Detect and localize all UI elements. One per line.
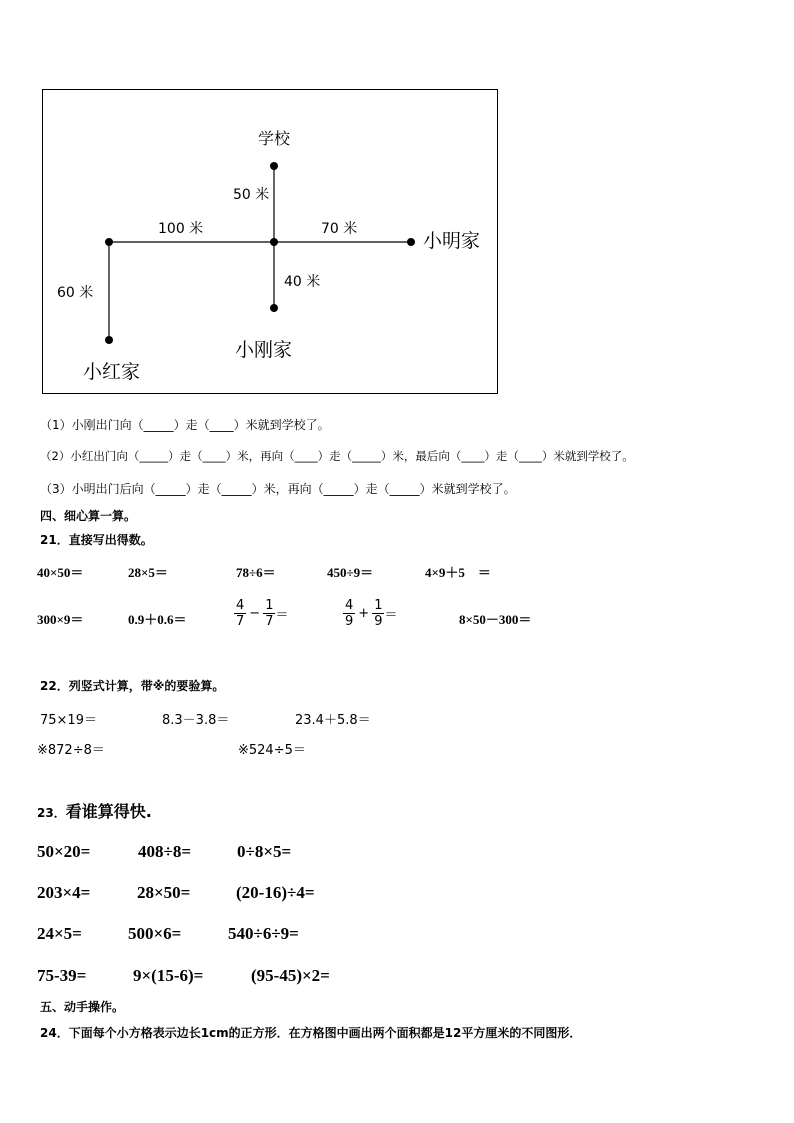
q22-item-4: ※872÷8＝ (37, 743, 105, 758)
numerator: 4 (345, 598, 354, 613)
xiaoming-point (407, 238, 415, 246)
route-map (42, 89, 498, 394)
q23-r2-c3: (20-16)÷4= (236, 883, 315, 902)
q21-item-4: 450÷9＝ (327, 565, 374, 580)
center-point (270, 238, 278, 246)
denominator: 7 (236, 614, 245, 629)
q21-item-6: 300×9＝ (37, 612, 84, 627)
operator: + (358, 606, 370, 621)
q22-item-5: ※524÷5＝ (238, 743, 306, 758)
q23-r3-c1: 24×5= (37, 924, 82, 943)
distance-down: 40 米 (284, 274, 321, 290)
q21-item-2: 28×5＝ (128, 565, 168, 580)
section-5-heading: 五、动手操作。 (40, 1000, 125, 1014)
q21-fraction-add (343, 598, 397, 629)
q23-r4-c1: 75-39= (37, 966, 87, 985)
q23-r2-c2: 28×50= (137, 883, 191, 902)
xiaogang-point (270, 304, 278, 312)
q23-number: 23． (37, 806, 66, 820)
operator: − (249, 606, 261, 621)
q23-r3-c2: 500×6= (128, 924, 182, 943)
denominator: 9 (345, 614, 354, 629)
distance-left: 100 米 (158, 221, 204, 237)
denominator: 9 (374, 614, 383, 629)
q22-item-3: 23.4＋5.8＝ (295, 713, 371, 728)
q22-item-2: 8.3－3.8＝ (162, 713, 230, 728)
left-corner-point (105, 238, 113, 246)
denominator: 7 (265, 614, 274, 629)
q23-r2-c1: 203×4= (37, 883, 91, 902)
q21-item-7: 0.9＋0.6＝ (128, 612, 187, 627)
q21-title: 21．直接写出得数。 (40, 533, 153, 547)
q23-r1-c1: 50×20= (37, 842, 91, 861)
q23-r3-c3: 540÷6÷9= (228, 924, 299, 943)
distance-right: 70 米 (321, 221, 358, 237)
q21-item-3: 78÷6＝ (236, 565, 276, 580)
q21-fraction-subtract (234, 598, 288, 629)
numerator: 1 (265, 598, 274, 613)
distance-school: 50 米 (233, 187, 270, 203)
fraction (234, 598, 246, 629)
q21-item-10: 8×50－300＝ (459, 612, 532, 627)
numerator: 1 (374, 598, 383, 613)
fraction (372, 598, 384, 629)
q23-r1-c2: 408÷8= (138, 842, 192, 861)
q21-item-1: 40×50＝ (37, 565, 84, 580)
q21-item-5: 4×9＋5 ＝ (425, 565, 491, 580)
q22-item-1: 75×19＝ (40, 713, 97, 728)
xiaohong-point (105, 336, 113, 344)
distance-hong: 60 米 (57, 285, 94, 301)
equals-sign: ＝ (384, 608, 398, 623)
q23-r1-c3: 0÷8×5= (237, 842, 292, 861)
school-label: 学校 (258, 129, 291, 148)
equals-sign: ＝ (275, 608, 289, 623)
fraction (343, 598, 355, 629)
q24-text: 24．下面每个小方格表示边长1cm的正方形．在方格图中画出两个面积都是12平方厘米的不同图形． (40, 1026, 582, 1040)
numerator: 4 (236, 598, 245, 613)
xiaohong-home-label: 小红家 (83, 361, 141, 383)
section-4-heading: 四、细心算一算。 (40, 509, 137, 523)
xiaogang-home-label: 小刚家 (235, 339, 293, 361)
fraction (263, 598, 275, 629)
q23-r4-c2: 9×(15-6)= (133, 966, 204, 985)
school-point (270, 162, 278, 170)
question-1: （1）小刚出门向（_____）走（____）米就到学校了。 (40, 418, 330, 432)
q23-heading (37, 799, 152, 822)
question-2: （2）小红出门向（_____）走（____）米，再向（____）走（_____）米，最后向（____）走（____）米就到学校了。 (40, 449, 634, 463)
xiaoming-home-label: 小明家 (423, 230, 481, 252)
q23-r4-c3: (95-45)×2= (251, 966, 330, 985)
q22-title: 22．列竖式计算，带※的要验算。 (40, 679, 225, 693)
question-3: （3）小明出门后向（_____）走（_____）米，再向（_____）走（_____）米就到学校了。 (40, 482, 516, 496)
q23-title: 看谁算得快. (65, 802, 152, 821)
